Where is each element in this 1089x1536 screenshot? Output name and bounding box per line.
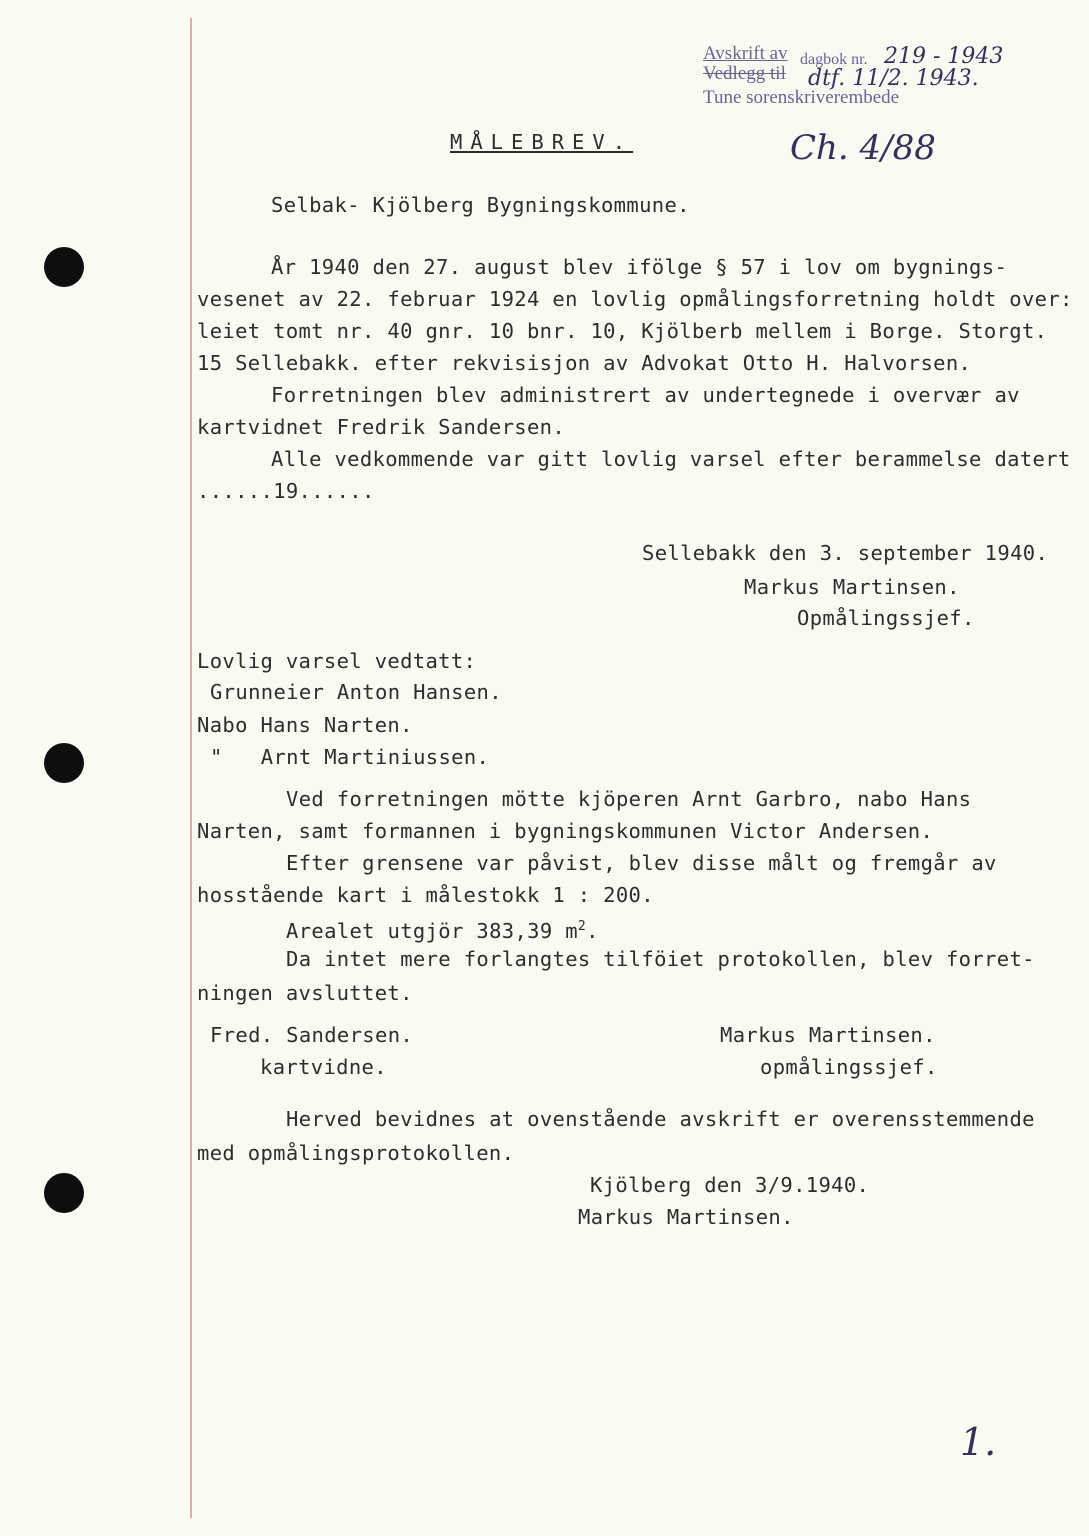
certification-place-date: Kjölberg den 3/9.1940. <box>590 1173 870 1197</box>
area-period: . <box>586 918 599 943</box>
notice-heading: Lovlig varsel vedtatt: <box>197 649 477 673</box>
margin-line <box>190 18 192 1518</box>
certification-line: Herved bevidnes at ovenstående avskrift er overensstemmende <box>286 1107 1035 1131</box>
authority-name: Selbak- Kjölberg Bygningskommune. <box>271 193 690 217</box>
witness-name: Fred. Sandersen. <box>210 1023 414 1047</box>
punch-hole <box>44 1173 84 1213</box>
surveyor-name: Markus Martinsen. <box>720 1023 936 1047</box>
body2-line: ningen avsluttet. <box>197 981 413 1005</box>
document-title: MÅLEBREV. <box>450 130 634 154</box>
body-line: kartvidnet Fredrik Sandersen. <box>197 415 566 439</box>
body-line: År 1940 den 27. august blev ifölge § 57 i lov om bygnings- <box>271 255 1008 279</box>
body-line: vesenet av 22. februar 1924 en lovlig opmålingsforretning holdt over: <box>197 287 1073 311</box>
signature1-title: Opmålingssjef. <box>797 606 975 630</box>
body-line: 15 Sellebakk. efter rekvisisjon av Advokat Otto H. Halvorsen. <box>197 351 972 375</box>
stamp-line-2: Vedlegg til <box>703 63 786 84</box>
notice-item: Grunneier Anton Hansen. <box>210 680 502 704</box>
notice-item: " Arnt Martiniussen. <box>210 745 490 769</box>
certification-name: Markus Martinsen. <box>578 1205 794 1229</box>
body2-line: hosstående kart i målestokk 1 : 200. <box>197 883 654 907</box>
area-superscript: 2 <box>577 919 587 934</box>
surveyor-title: opmålingssjef. <box>760 1055 938 1079</box>
signature1-name: Markus Martinsen. <box>744 575 960 599</box>
body-line: ......19...... <box>197 479 375 503</box>
handwritten-page-mark: 1. <box>960 1420 997 1464</box>
witness-title: kartvidne. <box>260 1055 387 1079</box>
handwritten-dagbok-number: 219 - 1943 <box>884 44 1004 69</box>
body-line: leiet tomt nr. 40 gnr. 10 bnr. 10, Kjölberb mellem i Borge. Storgt. <box>197 319 1048 343</box>
stamp-line-1: Avskrift av <box>703 43 788 64</box>
punch-hole <box>44 247 84 287</box>
punch-hole <box>44 743 84 783</box>
stamp-line-3: Tune sorenskriverembede <box>703 87 900 108</box>
body-line: Forretningen blev administrert av undertegnede i overvær av <box>271 383 1020 407</box>
handwritten-date: dtf. 11/2. 1943. <box>808 66 979 91</box>
body-line: Alle vedkommende var gitt lovlig varsel efter berammelse datert <box>271 447 1071 471</box>
stamp-line-1-cont: dagbok nr. <box>800 51 868 68</box>
body2-line: Ved forretningen mötte kjöperen Arnt Garbro, nabo Hans <box>286 787 972 811</box>
body2-line: Efter grensene var påvist, blev disse målt og fremgår av <box>286 851 997 875</box>
area-text: Arealet utgjör 383,39 m <box>286 918 578 943</box>
signature1-place-date: Sellebakk den 3. september 1940. <box>642 541 1049 565</box>
handwritten-reference: Ch. 4/88 <box>790 128 936 168</box>
notice-item: Nabo Hans Narten. <box>197 713 413 737</box>
body2-line: Narten, samt formannen i bygningskommunen Victor Andersen. <box>197 819 934 843</box>
certification-line: med opmålingsprotokollen. <box>197 1141 515 1165</box>
body2-line: Da intet mere forlangtes tilföiet protokollen, blev forret- <box>286 947 1035 971</box>
area-line <box>286 915 599 943</box>
